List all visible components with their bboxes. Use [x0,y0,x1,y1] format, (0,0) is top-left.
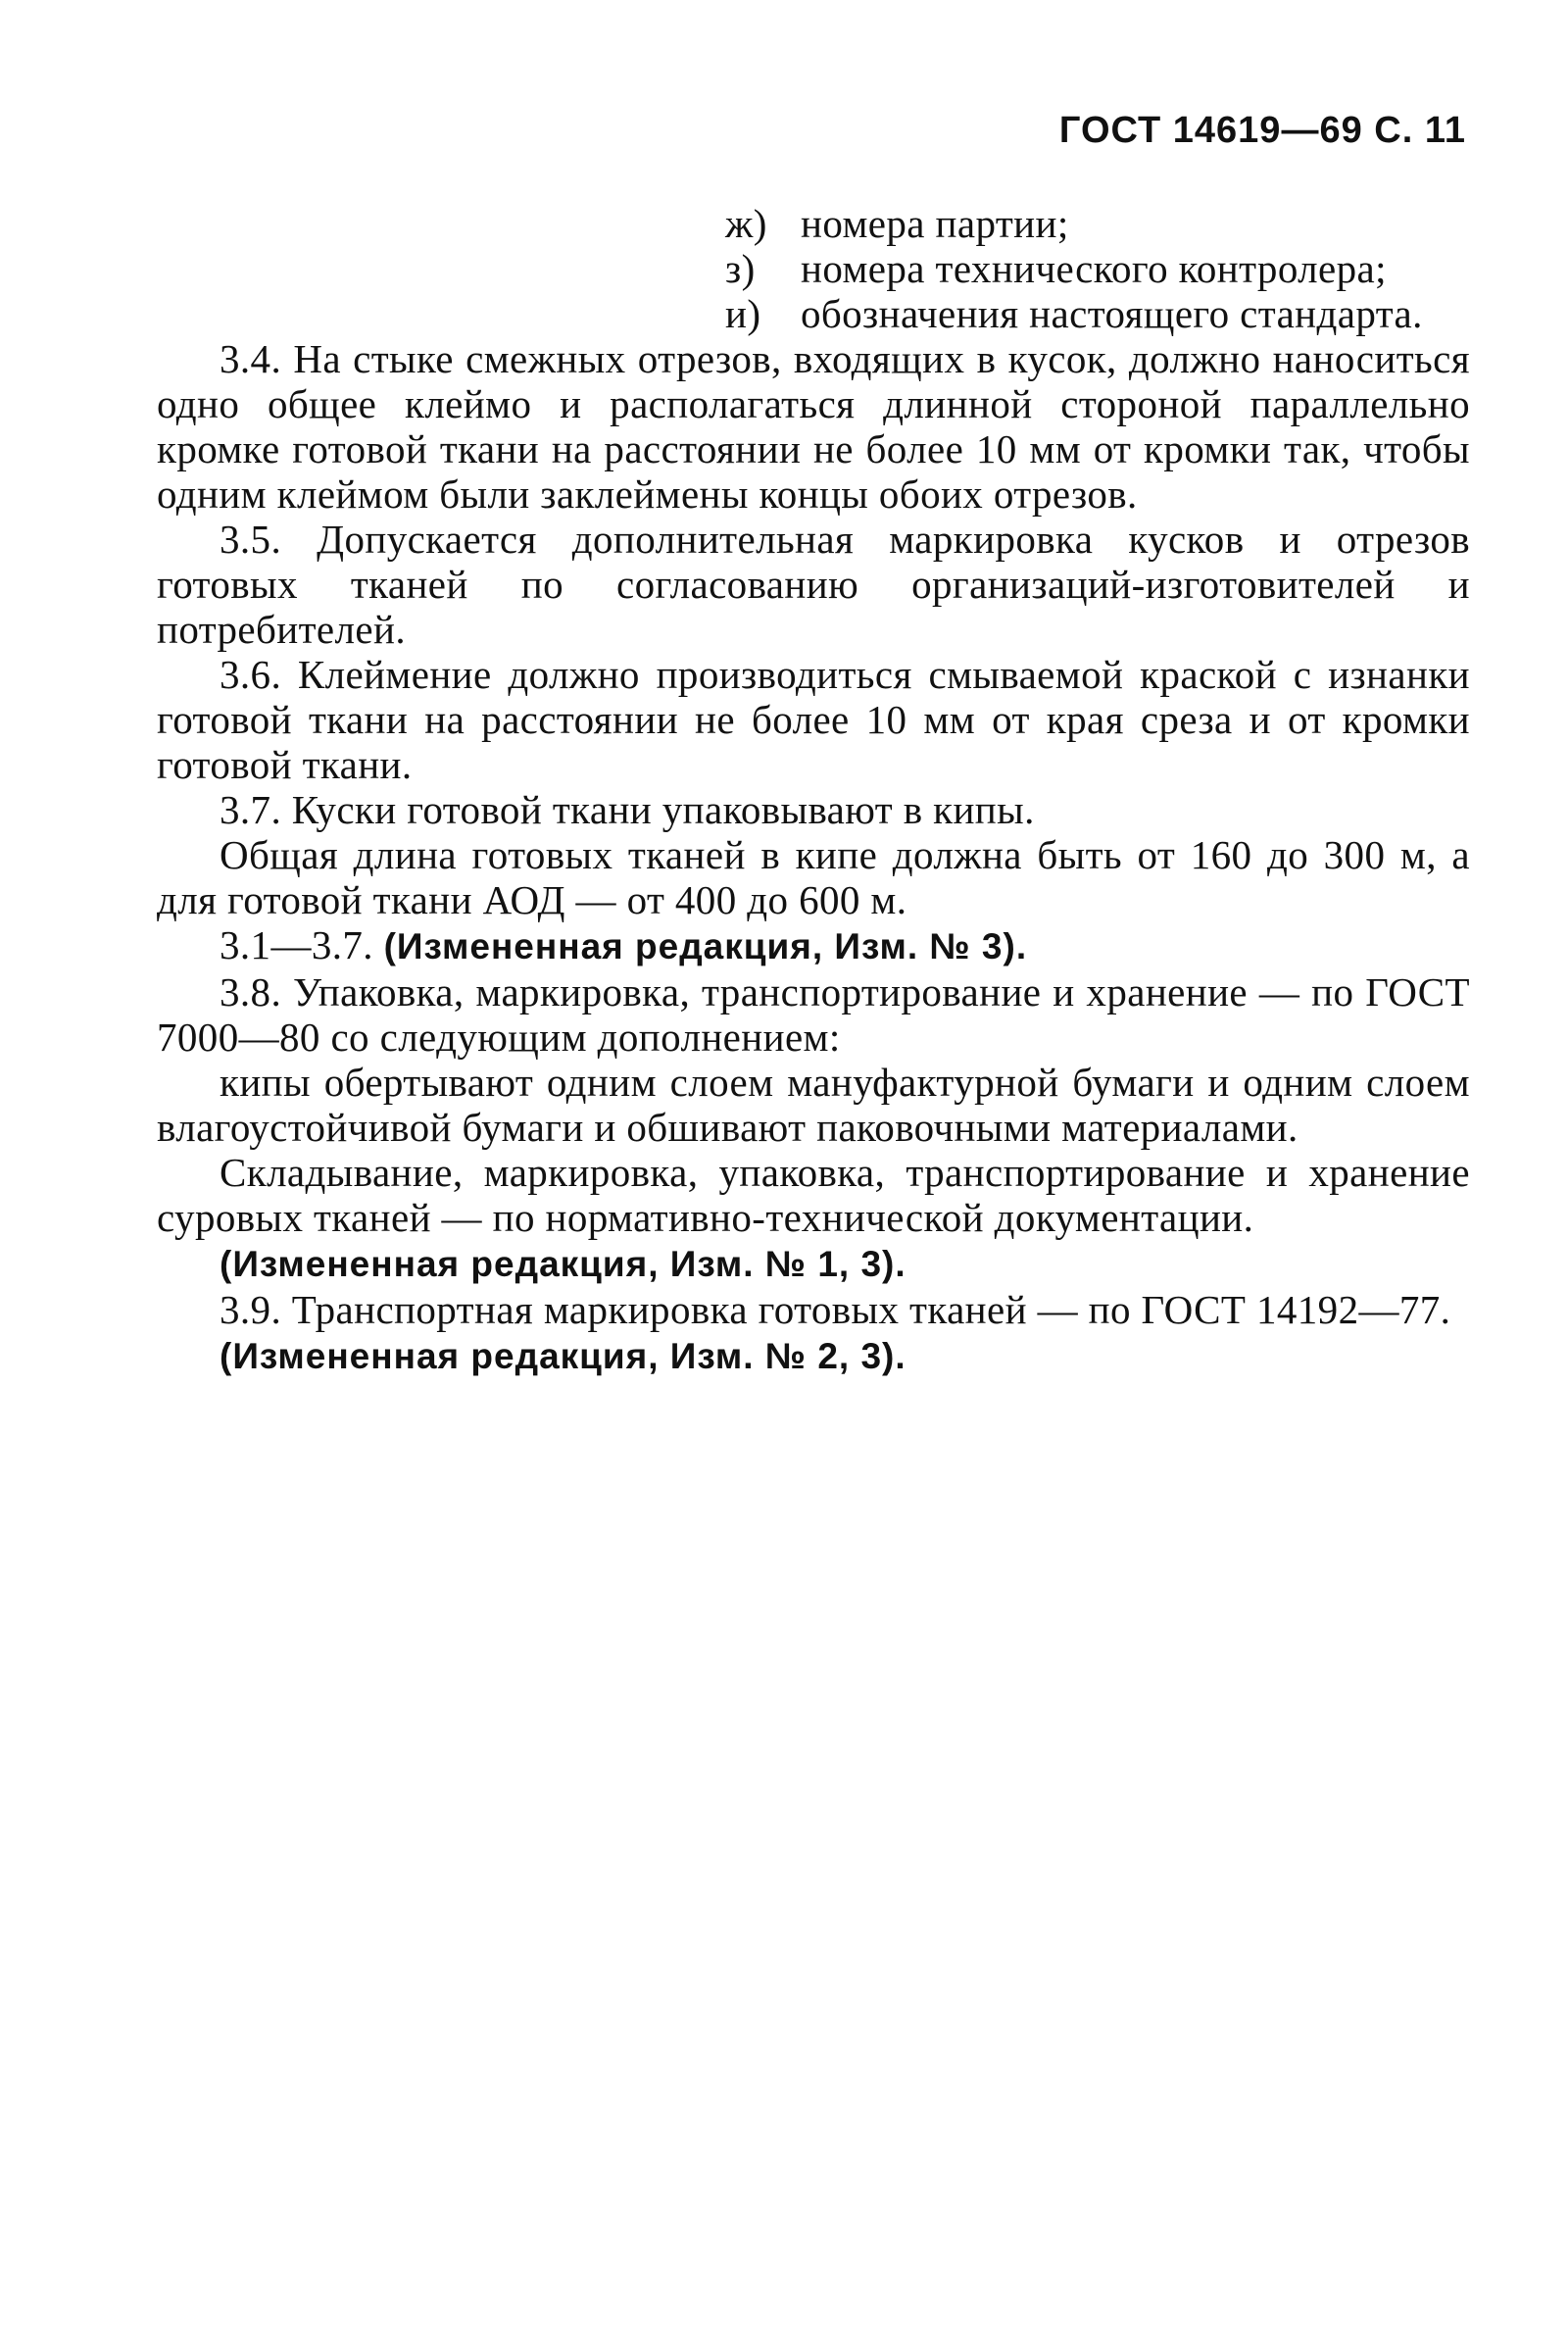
amendment-label: (Измененная редакция, Изм. № 3). [383,926,1028,966]
amendment-note-1-3 [157,1240,1470,1287]
list-item [725,246,1470,291]
amendment-range: 3.1—3.7. [220,922,373,967]
paragraph-3-5: 3.5. Допускается дополнительная маркировка кусков и отрезов готовых тканей по согласованию организаций-изготовителей и потребителей. [157,517,1470,652]
amendment-note-3-1-3-7 [157,922,1470,969]
list-item-mark: ж) [725,201,767,246]
list-item-text: номера технического контролера; [801,246,1387,291]
page-header: ГОСТ 14619—69 С. 11 [1058,110,1466,151]
list-item [725,201,1470,246]
paragraph-3-6: 3.6. Клеймение должно производиться смываемой краской с изнанки готовой ткани на расстоянии не более 10 мм от края среза и от кромки готовой ткани. [157,652,1470,787]
paragraph-3-7: 3.7. Куски готовой ткани упаковывают в кипы. [220,787,1035,832]
paragraph-3-8-wrapping: кипы обертывают одним слоем мануфактурной бумаги и одним слоем влагоустойчивой бумаги и обшивают паковочными материалами. [157,1060,1470,1150]
paragraph-3-7-length: Общая длина готовых тканей в кипе должна быть от 160 до 300 м, а для готовой ткани АОД — от 400 до 600 м. [157,832,1470,922]
amendment-note-2-3 [157,1332,1470,1379]
list-item-text: номера партии; [801,201,1069,246]
amendment-label: (Измененная редакция, Изм. № 2, 3). [220,1336,906,1376]
list-item-mark: и) [725,291,761,336]
list-item-text: обозначения настоящего стандарта. [801,291,1423,336]
paragraph-3-9: 3.9. Транспортная маркировка готовых тканей — по ГОСТ 14192—77. [220,1287,1451,1332]
list-item-mark: з) [725,246,756,291]
document-body [157,201,1470,1379]
marking-list [725,201,1470,336]
paragraph-3-8-raw-fabrics: Складывание, маркировка, упаковка, транспортирование и хранение суровых тканей — по нормативно-технической документации. [157,1150,1470,1240]
paragraph-3-4: 3.4. На стыке смежных отрезов, входящих в кусок, должно наноситься одно общее клеймо и располагаться длинной стороной параллельно кромке готовой ткани на расстоянии не более 10 мм от кромки так, чтобы одним клеймом были заклеймены концы обоих отрезов. [157,336,1470,517]
amendment-label: (Измененная редакция, Изм. № 1, 3). [220,1244,906,1284]
list-item [725,291,1470,336]
paragraph-3-8: 3.8. Упаковка, маркировка, транспортирование и хранение — по ГОСТ 7000—80 со следующим дополнением: [157,969,1470,1060]
